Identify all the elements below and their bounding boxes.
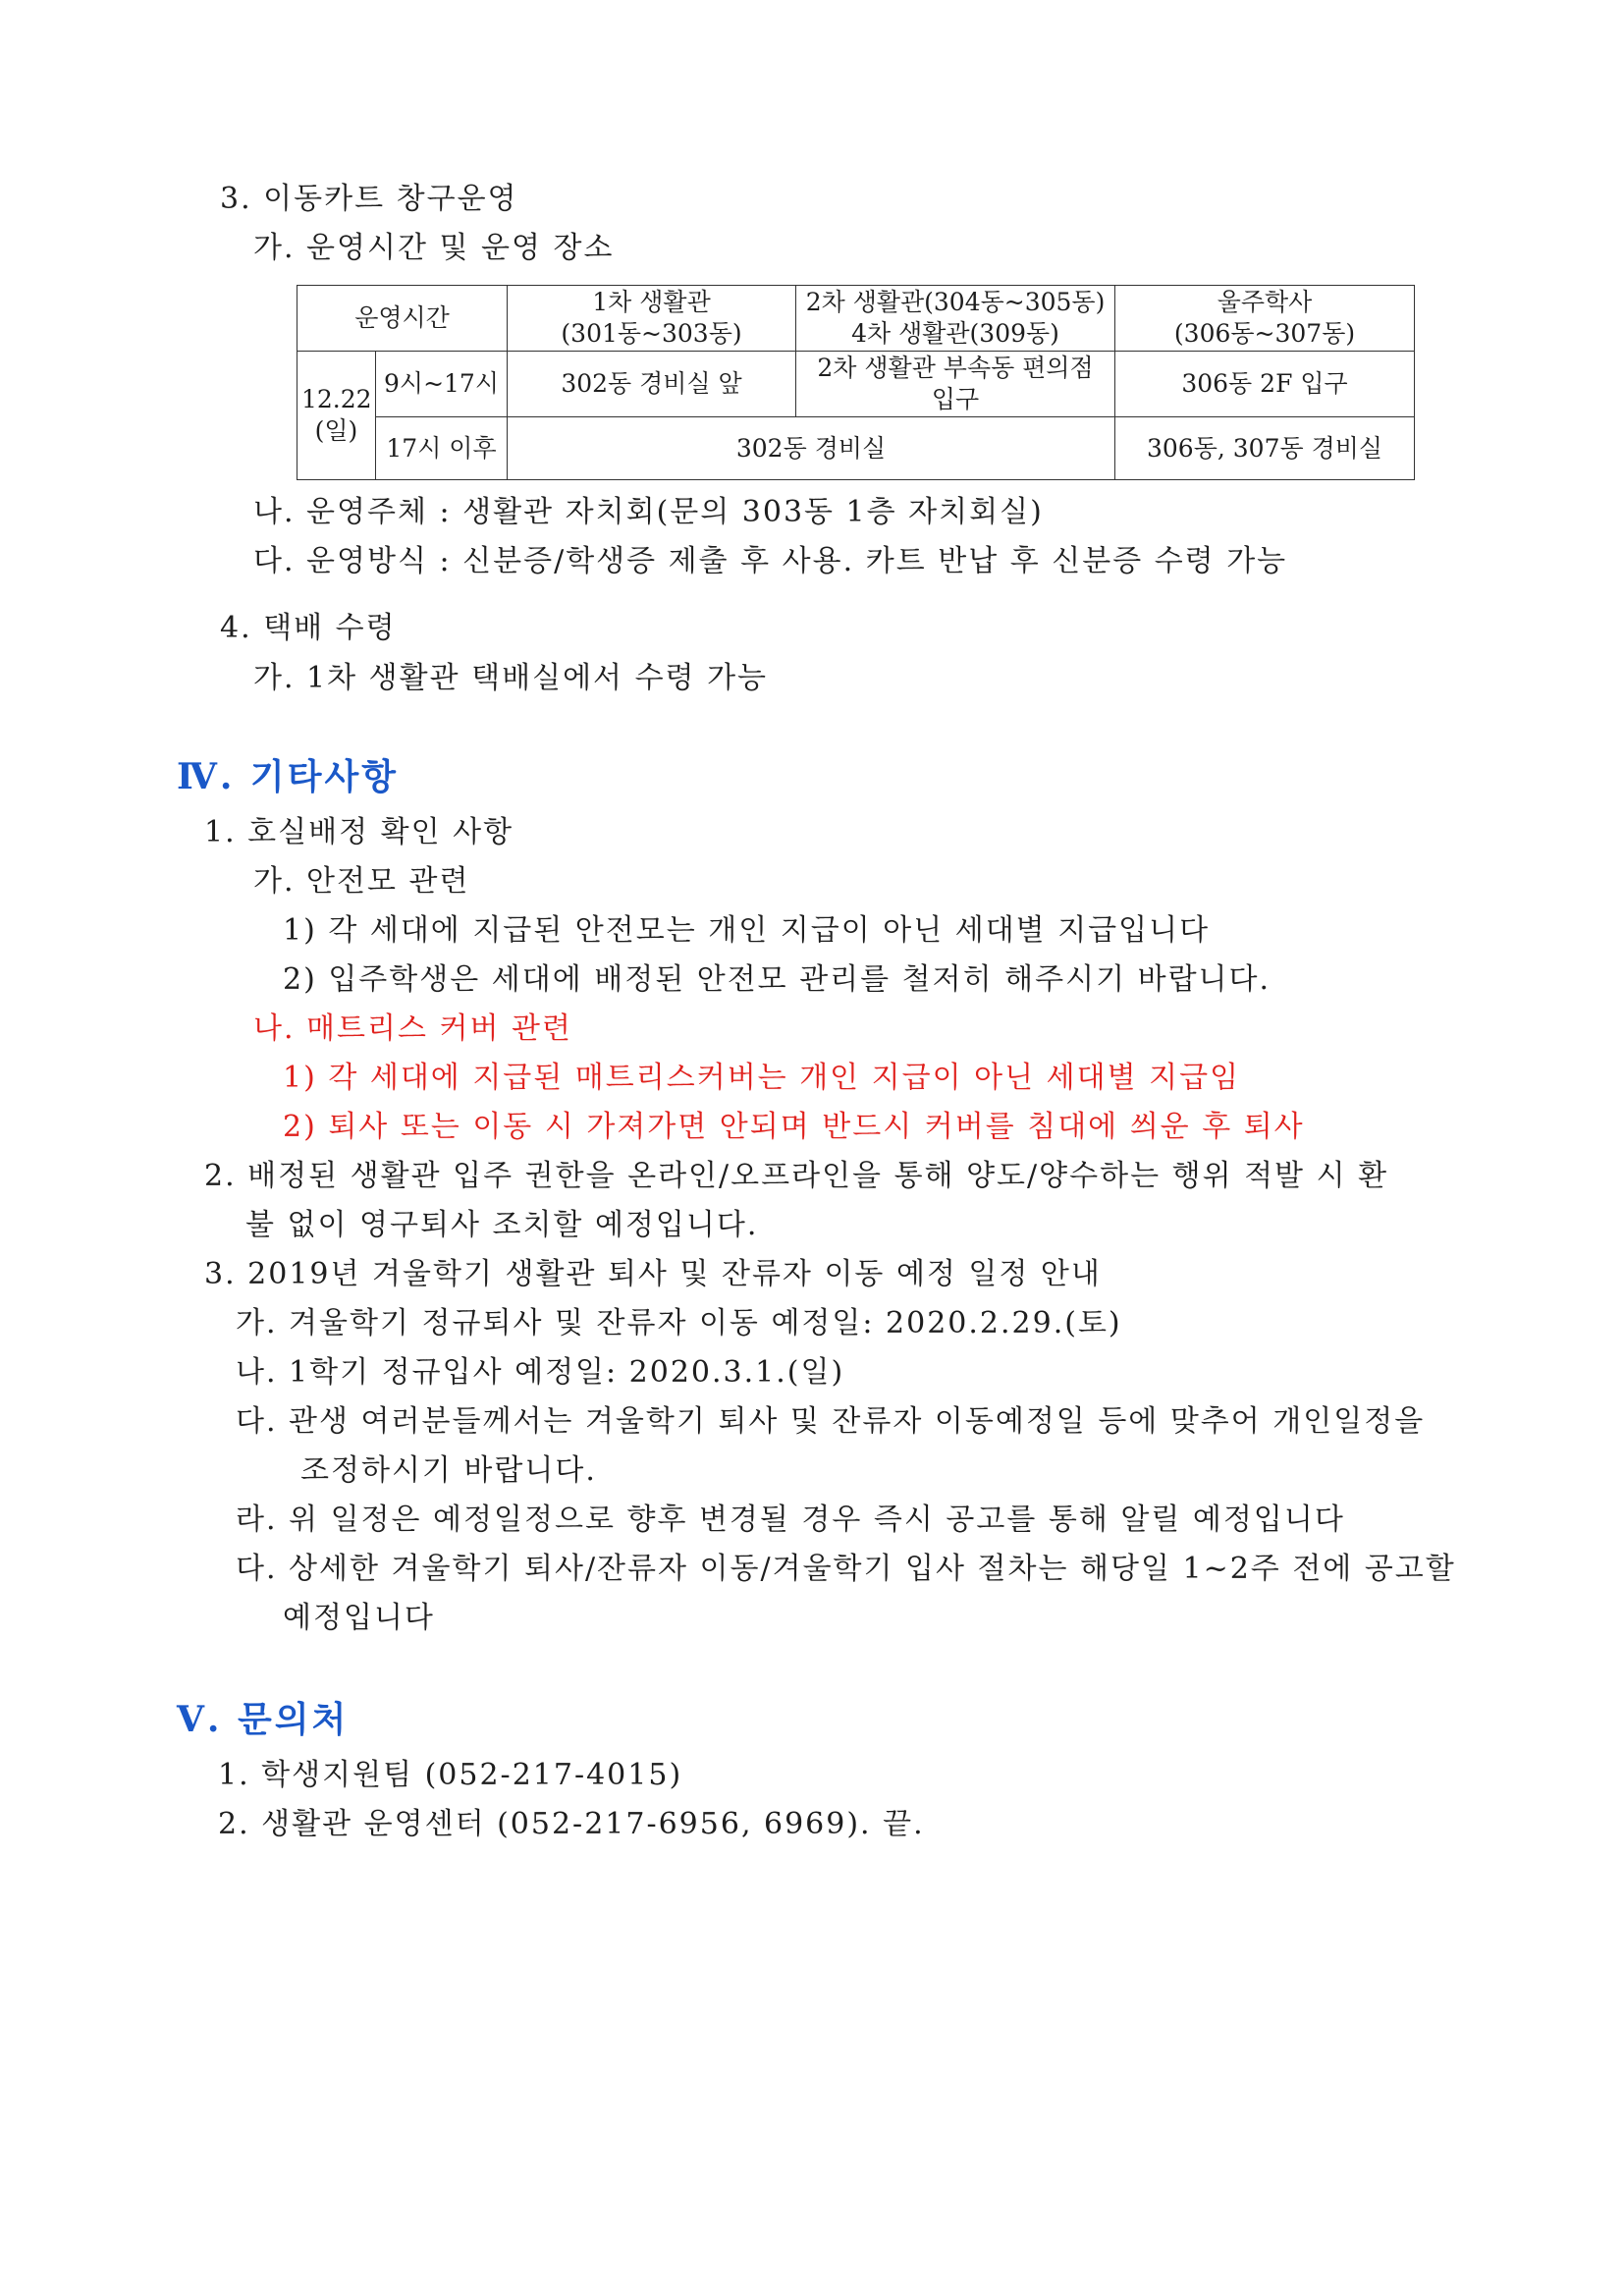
schedule-detail-line-1: 다. 상세한 겨울학기 퇴사/잔류자 이동/겨울학기 입사 절차는 해당일 1~2주 전에 공고할 — [236, 1552, 1456, 1586]
parcel-title: 4. 택배 수령 — [220, 611, 397, 645]
schedule-adjust-line-1: 다. 관생 여러분들께서는 겨울학기 퇴사 및 잔류자 이동예정일 등에 맞추어 개인일정을 — [236, 1404, 1426, 1439]
header-time: 운영시간 — [298, 286, 508, 352]
schedule-checkout: 가. 겨울학기 정규퇴사 및 잔류자 이동 예정일: 2020.2.29.(토) — [236, 1306, 1122, 1340]
cart-service-title: 3. 이동카트 창구운영 — [220, 182, 518, 216]
schedule-title: 3. 2019년 겨울학기 생활관 퇴사 및 잔류자 이동 예정 일정 안내 — [204, 1257, 1102, 1291]
header-dorm1: 1차 생활관 (301동~303동) — [508, 286, 796, 352]
table-row — [298, 352, 1415, 417]
parcel-pickup-line: 가. 1차 생활관 택배실에서 수령 가능 — [253, 661, 769, 695]
section-heading-contact: Ⅴ. 문의처 — [177, 1699, 350, 1740]
location-cell: 302동 경비실 앞 — [508, 352, 796, 417]
location-cell: 306동 2F 입구 — [1115, 352, 1415, 417]
table-header-row — [298, 286, 1415, 352]
table-row — [298, 417, 1415, 480]
schedule-change-note: 라. 위 일정은 예정일정으로 향후 변경될 경우 즉시 공고를 통해 알릴 예정입니다 — [236, 1503, 1345, 1537]
mattress-subtitle: 나. 매트리스 커버 관련 — [253, 1011, 572, 1046]
transfer-ban-line-2: 불 없이 영구퇴사 조치할 예정입니다. — [245, 1208, 759, 1242]
header-dorm2-4: 2차 생활관(304동~305동) 4차 생활관(309동) — [796, 286, 1115, 352]
schedule-detail-line-2: 예정입니다 — [283, 1601, 435, 1635]
helmet-subtitle: 가. 안전모 관련 — [253, 864, 470, 899]
date-cell: 12.22 (일) — [298, 352, 376, 480]
room-assignment-title: 1. 호실배정 확인 사항 — [204, 815, 514, 849]
section-heading-etc: Ⅳ. 기타사항 — [177, 756, 400, 797]
header-ulju: 울주학사 (306동~307동) — [1115, 286, 1415, 352]
cart-schedule-table — [297, 285, 1415, 480]
cart-operator-line: 나. 운영주체 : 생활관 자치회(문의 303동 1층 자치회실) — [253, 495, 1044, 529]
helmet-note-1: 1) 각 세대에 지급된 안전모는 개인 지급이 아닌 세대별 지급입니다 — [283, 913, 1211, 948]
contact-student-support: 1. 학생지원팀 (052-217-4015) — [218, 1758, 683, 1792]
time-cell: 9시~17시 — [376, 352, 508, 417]
mattress-note-1: 1) 각 세대에 지급된 매트리스커버는 개인 지급이 아닌 세대별 지급임 — [283, 1061, 1241, 1095]
contact-dorm-center: 2. 생활관 운영센터 (052-217-6956, 6969). 끝. — [218, 1807, 925, 1841]
cart-method-line: 다. 운영방식 : 신분증/학생증 제출 후 사용. 카트 반납 후 신분증 수령 가능 — [253, 544, 1288, 578]
cart-hours-label: 가. 운영시간 및 운영 장소 — [253, 231, 615, 265]
mattress-note-2: 2) 퇴사 또는 이동 시 가져가면 안되며 반드시 커버를 침대에 씌운 후 퇴사 — [283, 1110, 1305, 1144]
helmet-note-2: 2) 입주학생은 세대에 배정된 안전모 관리를 철저히 해주시기 바랍니다. — [283, 962, 1271, 997]
time-cell: 17시 이후 — [376, 417, 508, 480]
location-cell: 302동 경비실 — [508, 417, 1115, 480]
location-cell: 2차 생활관 부속동 편의점 입구 — [796, 352, 1115, 417]
location-cell: 306동, 307동 경비실 — [1115, 417, 1415, 480]
schedule-checkin: 나. 1학기 정규입사 예정일: 2020.3.1.(일) — [236, 1355, 845, 1390]
transfer-ban-line-1: 2. 배정된 생활관 입주 권한을 온라인/오프라인을 통해 양도/양수하는 행위 적발 시 환 — [204, 1159, 1389, 1193]
schedule-adjust-line-2: 조정하시기 바랍니다. — [300, 1453, 597, 1488]
